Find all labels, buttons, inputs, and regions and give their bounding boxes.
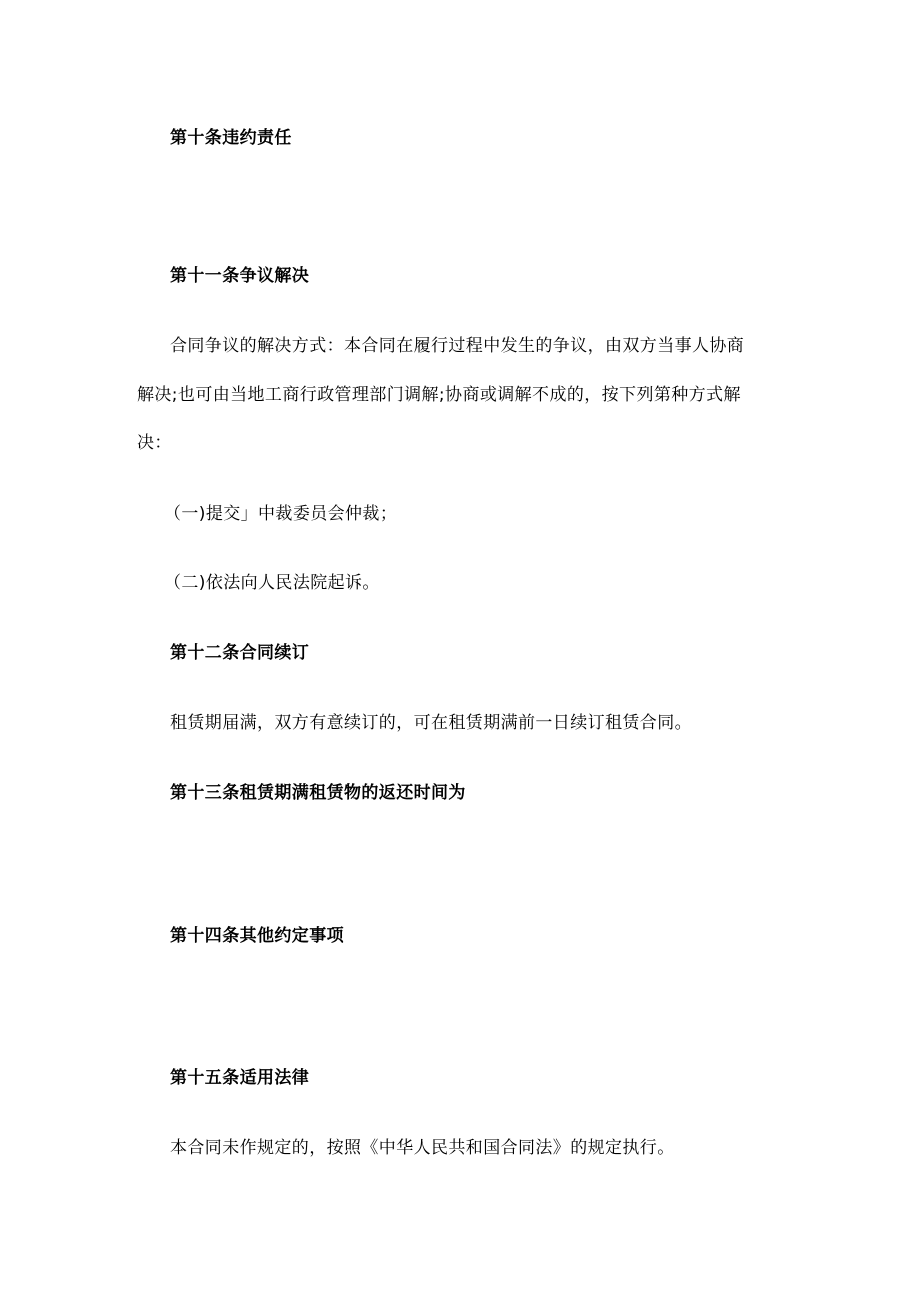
article-11-option-1: （一)提交」中裁委员会仲裁；	[164, 504, 398, 524]
article-11-body-line-3: 决：	[137, 433, 172, 453]
article-15-heading: 第十五条适用法律	[170, 1068, 310, 1088]
article-11-heading: 第十一条争议解决	[170, 266, 310, 286]
article-12-heading: 第十二条合同续订	[170, 643, 310, 663]
article-13-heading: 第十三条租赁期满租赁物的返还时间为	[170, 783, 466, 803]
article-10-heading: 第十条违约责任	[170, 128, 292, 148]
article-11-option-2: （二)依法向人民法院起诉。	[164, 573, 380, 593]
article-11-body-line-1: 合同争议的解决方式：本合同在履行过程中发生的争议，由双方当事人协商	[170, 336, 745, 356]
article-11-body-line-2: 解决;也可由当地工商行政管理部门调解;协商或调解不成的，按下列第种方式解	[137, 385, 741, 405]
article-14-heading: 第十四条其他约定事项	[170, 926, 344, 946]
article-12-body: 租赁期届满，双方有意续订的，可在租赁期满前一日续订租赁合同。	[170, 713, 692, 733]
article-15-body: 本合同未作规定的，按照《中华人民共和国合同法》的规定执行。	[170, 1138, 675, 1158]
